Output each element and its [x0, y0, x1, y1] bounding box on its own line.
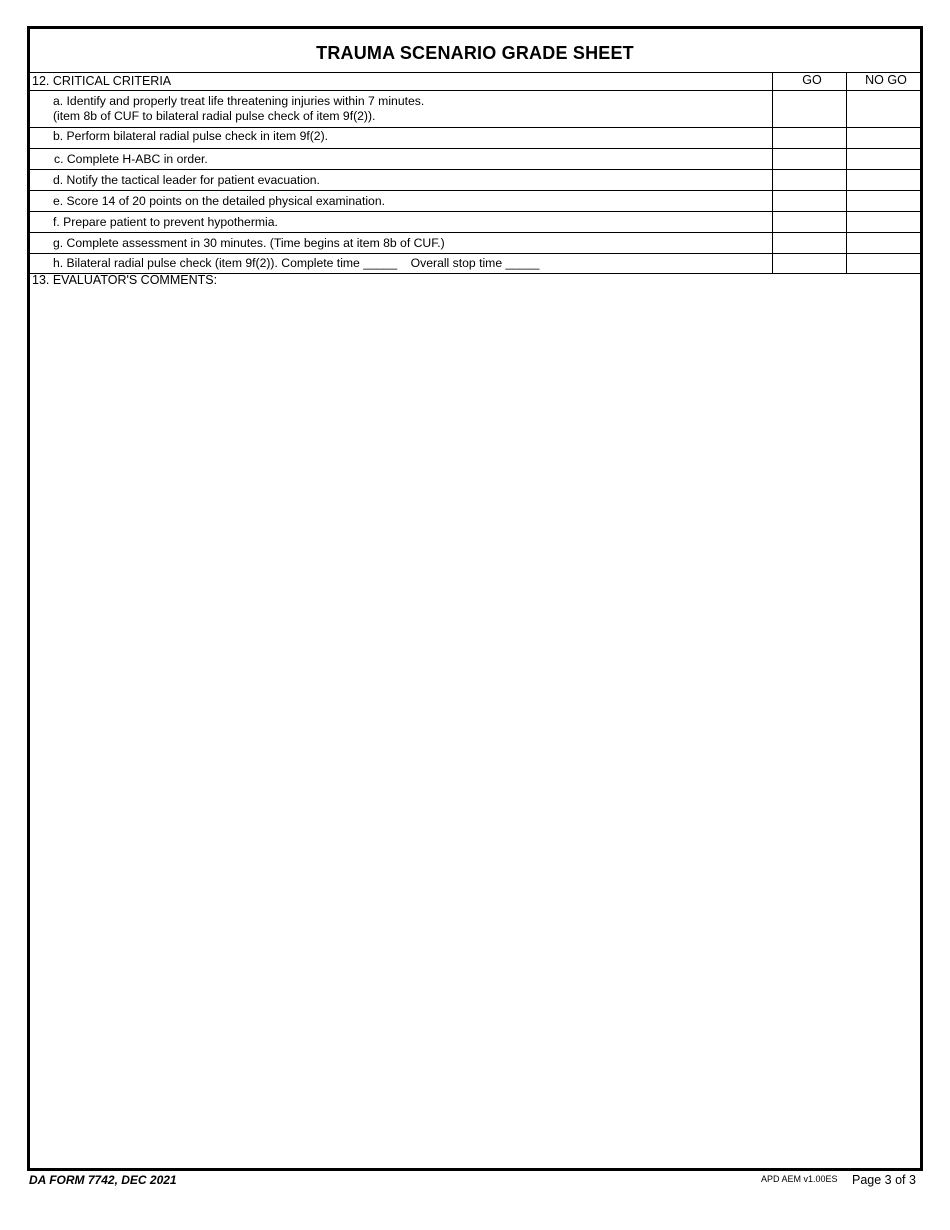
criteria-text: f. Prepare patient to prevent hypothermia. — [53, 215, 278, 229]
nogo-cell-h[interactable] — [847, 254, 920, 273]
nogo-cell-f[interactable] — [847, 212, 920, 232]
criteria-text: a. Identify and properly treat life threatening injuries within 7 minutes. — [53, 94, 425, 108]
form-title: TRAUMA SCENARIO GRADE SHEET — [30, 29, 920, 73]
nogo-cell-d[interactable] — [847, 170, 920, 190]
go-cell-g[interactable] — [773, 233, 846, 253]
go-cell-e[interactable] — [773, 191, 846, 211]
go-cell-h[interactable] — [773, 254, 846, 273]
evaluator-comments-field[interactable] — [30, 291, 920, 1167]
criteria-text: b. Perform bilateral radial pulse check in item 9f(2). — [53, 129, 329, 143]
go-cell-c[interactable] — [773, 149, 846, 169]
form-frame — [27, 26, 923, 1171]
criteria-text: h. Bilateral radial pulse check (item 9f(2)). Complete time _____ Overall stop time _____ — [53, 256, 540, 270]
nogo-cell-b[interactable] — [847, 128, 920, 148]
nogo-cell-a[interactable] — [847, 91, 920, 127]
nogo-cell-g[interactable] — [847, 233, 920, 253]
section-13-label: 13. EVALUATOR'S COMMENTS: — [32, 273, 218, 287]
page-number: Page 3 of 3 — [852, 1173, 916, 1187]
go-cell-a[interactable] — [773, 91, 846, 127]
go-cell-f[interactable] — [773, 212, 846, 232]
critical-criteria-header — [30, 72, 920, 91]
version-label: APD AEM v1.00ES — [761, 1174, 838, 1184]
nogo-cell-e[interactable] — [847, 191, 920, 211]
form-id: DA FORM 7742, DEC 2021 — [29, 1173, 177, 1187]
section-12-label: 12. CRITICAL CRITERIA — [32, 74, 172, 88]
nogo-column-header: NO GO — [865, 73, 907, 87]
nogo-cell-c[interactable] — [847, 149, 920, 169]
criteria-text: e. Score 14 of 20 points on the detailed physical examination. — [53, 194, 385, 208]
criteria-text: c. Complete H-ABC in order. — [54, 152, 208, 166]
go-column-header: GO — [802, 73, 822, 87]
criteria-text: g. Complete assessment in 30 minutes. (Time begins at item 8b of CUF.) — [53, 236, 445, 250]
go-cell-b[interactable] — [773, 128, 846, 148]
go-cell-d[interactable] — [773, 170, 846, 190]
criteria-text-cont: (item 8b of CUF to bilateral radial pulse check of item 9f(2)). — [53, 109, 376, 123]
criteria-text: d. Notify the tactical leader for patient evacuation. — [53, 173, 320, 187]
